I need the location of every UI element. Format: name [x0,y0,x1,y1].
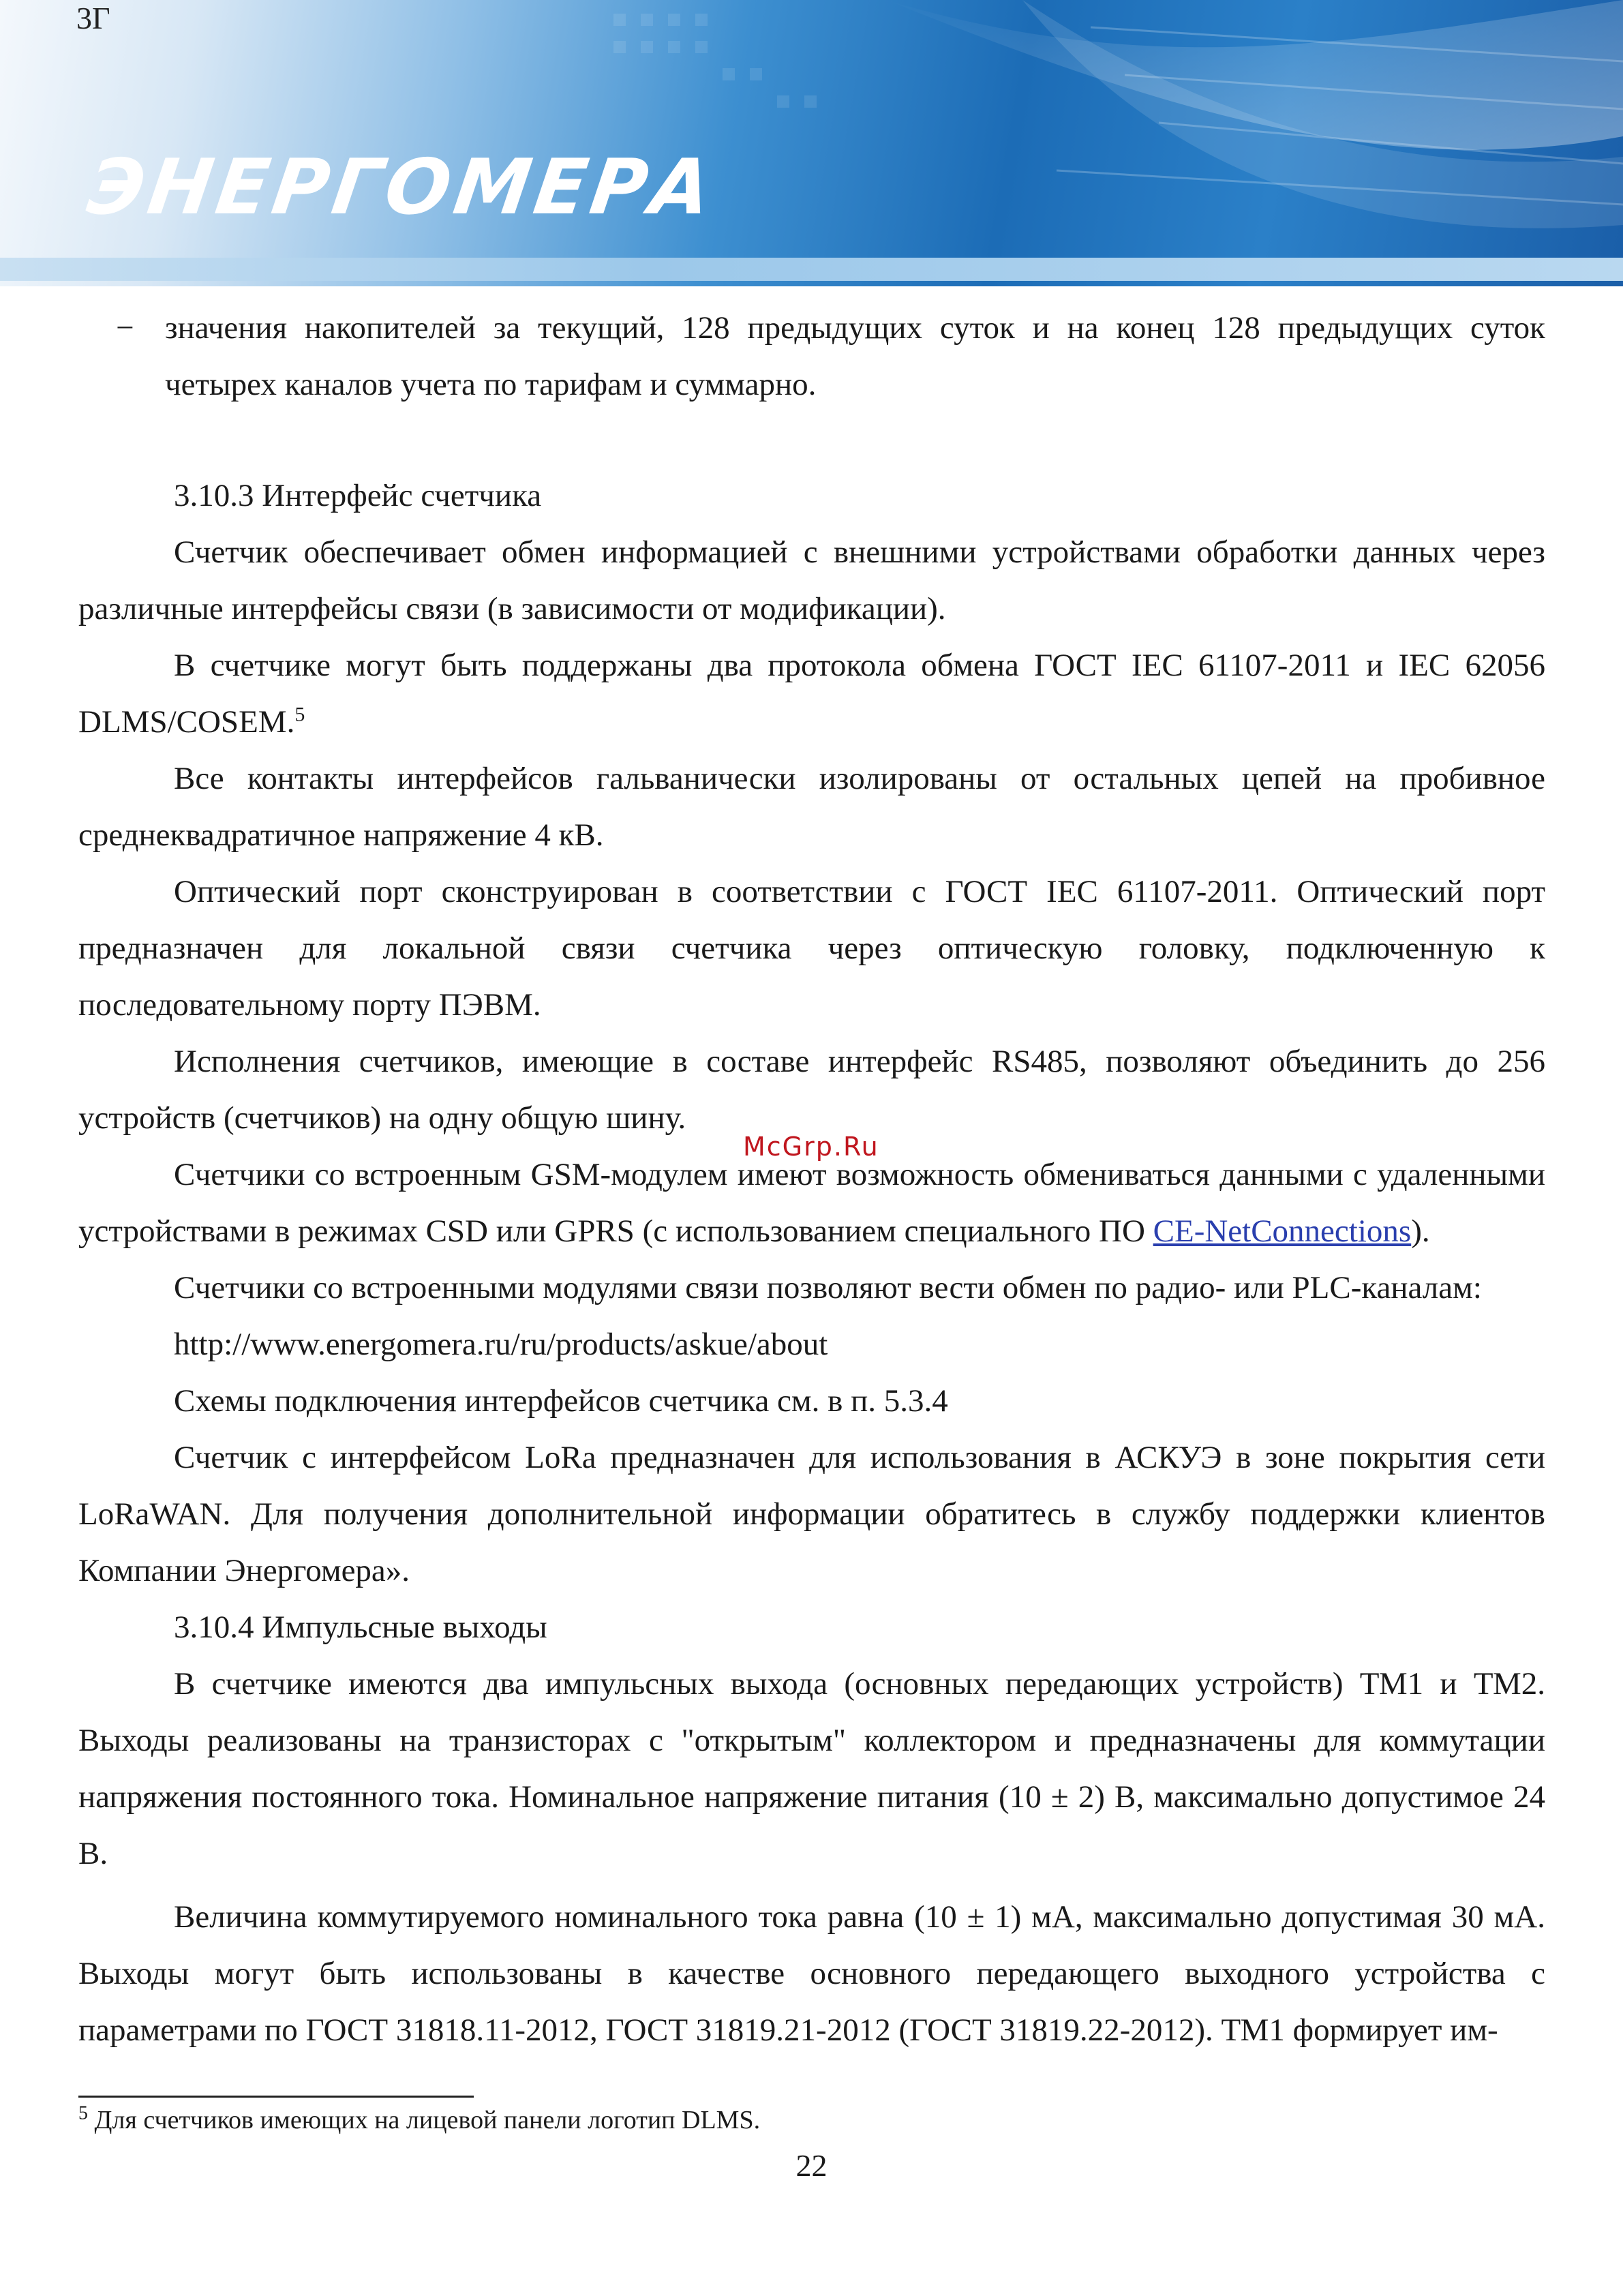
paragraph: Схемы подключения интерфейсов счетчика см. в п. 5.3.4 [174,1383,948,1419]
url-text: http://www.energomera.ru/ru/products/askue/about [174,1327,828,1362]
watermark: McGrp.Ru [743,1132,879,1162]
paragraph-text: В счетчике могут быть поддержаны два протокола обмена ГОСТ IEC 61107-2011 и IEC 62056 DLMS/COSEM. [78,648,1545,740]
paragraph: Все контакты интерфейсов гальванически изолированы от остальных цепей на пробивное среднеквадратичное напряжение 4 кВ. [78,761,1545,853]
paragraph: Счетчики со встроенными модулями связи позволяют вести обмен по радио- или PLC-каналам: [174,1270,1482,1305]
document-code: 3Г [76,1,110,35]
list-item-text: значения накопителей за текущий, 128 предыдущих суток и на конец 128 предыдущих суток четырех каналов учета по тарифам и суммарно. [165,310,1545,402]
ce-netconnections-link[interactable]: CE-NetConnections [1153,1213,1412,1249]
paragraph: Счетчик обеспечивает обмен информацией с внешними устройствами обработки данных через различные интерфейсы связи (в зависимости от модификации). [78,534,1545,626]
company-logo: ЭНЕРГОМЕРА [82,143,721,232]
page-header-banner [0,0,1623,286]
page-number: 22 [795,2148,828,2183]
paragraph [78,1147,1545,1260]
page-body [78,300,1545,2059]
paragraph [78,637,1545,751]
paragraph-text: ). [1411,1213,1430,1249]
paragraph: Оптический порт сконструирован в соответствии с ГОСТ IEC 61107-2011. Оптический порт предназначен для локальной связи счетчика через оптическую головку, подключенную к последовательному порту ПЭВМ. [78,874,1545,1023]
paragraph: Величина коммутируемого номинального тока равна (10 ± 1) мА, максимально допустимая 30 мА. Выходы могут быть использованы в качестве основного передающего выходного устройства с параметрами по ГОСТ 31818.11-2012, ГОСТ 31819.21-2012 (ГОСТ 31819.22-2012). ТМ1 формирует им- [78,1899,1545,2048]
footnote-divider [78,2096,474,2098]
paragraph: Счетчик с интерфейсом LoRa предназначен для использования в АСКУЭ в зоне покрытия сети LoRaWAN. Для получения дополнительной информации обратитесь в службу поддержки клиентов Компании Энергомера». [78,1440,1545,1588]
paragraph-text: Счетчики со встроенным GSM-модулем имеют возможность обмениваться данными с удаленными устройствами в режимах CSD или GPRS (с использованием специального ПО [78,1157,1545,1249]
section-heading-3-10-4: 3.10.4 Импульсные выходы [174,1610,547,1645]
paragraph: Исполнения счетчиков, имеющие в составе интерфейс RS485, позволяют объединить до 256 устройств (счетчиков) на одну общую шину. [78,1044,1545,1136]
list-item [78,300,1545,413]
footnote [78,2100,760,2141]
paragraph: В счетчике имеются два импульсных выхода (основных передающих устройств) ТМ1 и ТМ2. Выходы реализованы на транзисторах с "открытым" коллектором и предназначены для коммутации напряжения постоянного тока. Номинальное напряжение питания (10 ± 2) В, максимально допустимое 24 В. [78,1666,1545,1871]
dash-bullet: − [116,310,134,346]
section-heading-3-10-3: 3.10.3 Интерфейс счетчика [174,478,542,513]
footnote-text: Для счетчиков имеющих на лицевой панели логотип DLMS. [88,2106,761,2134]
header-stripe [0,258,1623,281]
footnote-ref: 5 [294,703,305,726]
footnote-number: 5 [78,2102,88,2124]
